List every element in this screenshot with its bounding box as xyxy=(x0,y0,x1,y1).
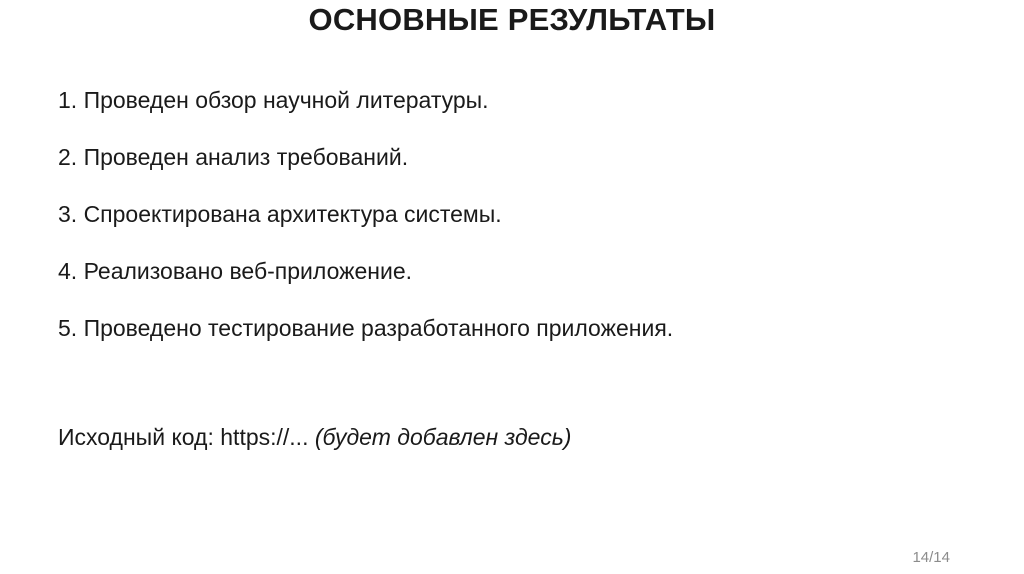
page-number: 14/14 xyxy=(912,549,950,566)
source-code-label: Исходный код: https://... xyxy=(58,424,309,450)
result-item: 2. Проведен анализ требований. xyxy=(58,144,409,170)
result-item: 4. Реализовано веб-приложение. xyxy=(58,258,413,284)
result-item: 3. Спроектирована архитектура системы. xyxy=(58,201,502,227)
result-item: 5. Проведено тестирование разработанного приложения. xyxy=(58,315,674,341)
result-item: 1. Проведен обзор научной литературы. xyxy=(58,87,489,113)
results-list xyxy=(58,85,673,370)
slide-title: ОСНОВНЫЕ РЕЗУЛЬТАТЫ xyxy=(308,2,716,37)
source-code-note: (будет добавлен здесь) xyxy=(314,424,572,450)
source-code-line xyxy=(58,422,571,452)
